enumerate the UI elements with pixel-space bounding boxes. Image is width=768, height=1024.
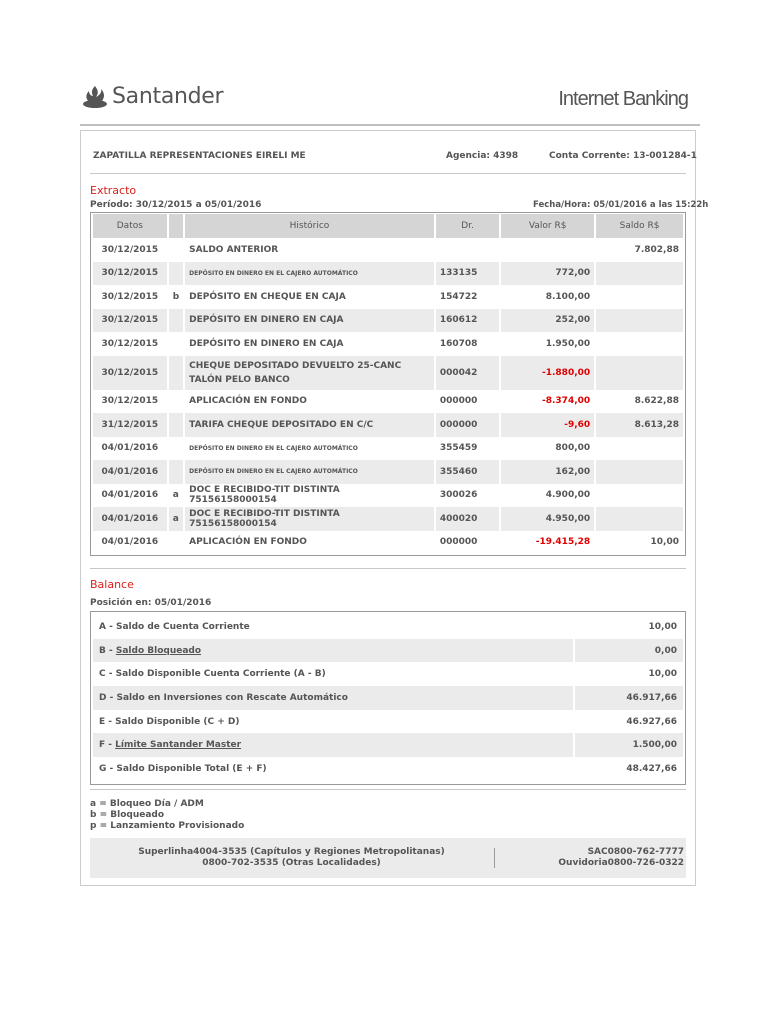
table-row: 04/01/2016 DEPÓSITO EN DINERO EN EL CAJERO AUTOMÁTICO 355460 162,00 <box>93 460 683 484</box>
col-header-description: Histórico <box>185 214 434 238</box>
table-row: 04/01/2016 DEPÓSITO EN DINERO EN EL CAJERO AUTOMÁTICO 355459 800,00 <box>101 443 591 454</box>
table-row: 04/01/2016 a DOC E RECIBIDO-TIT DISTINTA 75156158000154 400020 4.950,00 <box>93 507 683 531</box>
table-row: 31/12/2015 TARIFA CHEQUE DEPOSITADO EN C/C 000000 -9,60 8.613,28 <box>93 413 683 437</box>
period-range: Período: 30/12/2015 a 05/01/2016 <box>90 200 262 210</box>
col-header-value: Valor R$ <box>501 214 594 238</box>
balance-row: D - Saldo en Inversiones con Rescate Automático 46.917,66 <box>93 686 683 710</box>
phone-lines <box>90 847 493 869</box>
balance-value: 46.927,66 <box>626 716 677 727</box>
agency-number: Agencia: 4398 <box>446 151 519 161</box>
balance-row: G - Saldo Disponible Total (E + F) 48.427,66 <box>93 757 683 781</box>
col-header-balance: Saldo R$ <box>596 214 683 238</box>
balance-row: A - Saldo de Cuenta Corriente 10,00 <box>93 615 683 639</box>
header-divider <box>80 124 700 126</box>
divider <box>90 173 686 174</box>
table-row: 30/12/2015 b DEPÓSITO EN CHEQUE EN CAJA 154722 8.100,00 <box>101 291 591 302</box>
ouvidoria-phone: Ouvidoria0800-726-0322 <box>558 858 684 868</box>
superlinha-phone: Superlinha4004-3535 (Capítulos y Regiones Metropolitanas) <box>138 847 445 857</box>
santander-flame-icon <box>82 85 108 109</box>
balance-title: Balance <box>90 578 134 591</box>
balance-row: B - Saldo Bloqueado 0,00 <box>93 639 683 663</box>
balance-label: Saldo Disponible (C + D) <box>115 716 240 727</box>
table-row: 04/01/2016 a DOC E RECIBIDO-TIT DISTINTA 75156158000154 300026 4.900,00 <box>101 485 591 506</box>
balance-value: 10,00 <box>648 621 677 632</box>
balance-value: 10,00 <box>648 669 677 680</box>
table-header <box>93 214 683 238</box>
table-row: 30/12/2015 DEPÓSITO EN DINERO EN CAJA 160708 1.950,00 <box>101 338 591 349</box>
balance-value: 46.917,66 <box>575 686 683 710</box>
table-row: 04/01/2016 APLICACIÓN EN FONDO 000000 -19.415,28 10,00 <box>101 537 679 548</box>
balance-row: C - Saldo Disponible Cuenta Corriente (A - B) 10,00 <box>93 662 683 686</box>
balance-row: F - Límite Santander Master 1.500,00 <box>93 733 683 757</box>
col-header-flag <box>169 214 183 238</box>
sac-phone: SAC0800-762-7777 <box>587 847 684 857</box>
footer-divider <box>494 848 495 868</box>
table-row: 30/12/2015 APLICACIÓN EN FONDO 000000 -8.374,00 8.622,88 <box>101 396 679 407</box>
balance-value: 1.500,00 <box>575 733 683 757</box>
balance-label: Saldo Disponible Total (E + F) <box>116 763 267 774</box>
divider <box>90 789 686 790</box>
balance-label: Saldo de Cuenta Corriente <box>115 621 250 632</box>
balance-value: 48.427,66 <box>626 763 677 774</box>
legend-item: b = Bloqueado <box>90 810 165 820</box>
balance-value: 0,00 <box>575 639 683 663</box>
statement-datetime: Fecha/Hora: 05/01/2016 a las 15:22h <box>533 200 709 210</box>
balance-position-date: Posición en: 05/01/2016 <box>90 598 212 608</box>
product-name: Internet Banking <box>558 88 688 110</box>
transactions-table <box>90 212 686 556</box>
table-row: 30/12/2015 DEPÓSITO EN DINERO EN EL CAJERO AUTOMÁTICO 133135 772,00 <box>93 262 683 286</box>
col-header-date: Datos <box>93 214 167 238</box>
other-localities-phone: 0800-702-3535 (Otras Localidades) <box>202 858 381 868</box>
balance-label: Saldo en Inversiones con Rescate Automático <box>116 692 348 703</box>
saldo-bloqueado-link[interactable]: Saldo Bloqueado <box>115 645 202 656</box>
santander-logo <box>82 84 223 109</box>
service-lines <box>558 847 684 869</box>
balance-row: E - Saldo Disponible (C + D) 46.927,66 <box>93 710 683 734</box>
contact-footer <box>90 838 686 878</box>
legend-item: a = Bloqueo Día / ADM <box>90 799 204 809</box>
limite-santander-master-link[interactable]: Límite Santander Master <box>115 740 242 751</box>
legend-item: p = Lanzamiento Provisionado <box>90 821 245 831</box>
balance-label: Saldo Disponible Cuenta Corriente (A - B) <box>115 669 326 680</box>
divider <box>90 568 686 569</box>
brand-name: Santander <box>112 84 224 109</box>
legend <box>90 799 244 832</box>
account-number: Conta Corrente: 13-001284-1 <box>549 151 697 161</box>
table-row: 30/12/2015 SALDO ANTERIOR 7.802,88 <box>101 244 679 255</box>
col-header-document: Dr. <box>436 214 499 238</box>
extracto-title: Extracto <box>90 184 137 197</box>
company-name: ZAPATILLA REPRESENTACIONES EIRELI ME <box>93 151 306 161</box>
table-row: 30/12/2015 DEPÓSITO EN DINERO EN CAJA 160612 252,00 <box>93 309 683 333</box>
table-row: 30/12/2015 CHEQUE DEPOSITADO DEVUELTO 25-CANC TALÓN PELO BANCO 000042 -1.880,00 <box>93 356 683 390</box>
balance-table <box>90 611 686 785</box>
